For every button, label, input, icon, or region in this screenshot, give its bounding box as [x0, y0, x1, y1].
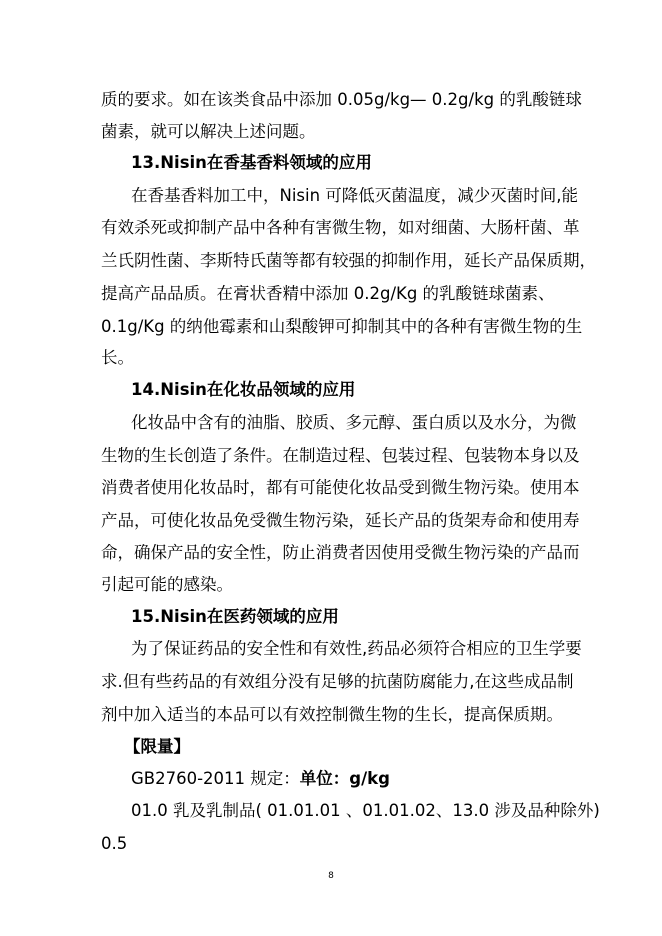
paragraph-line: 提高产品品质。在膏状香精中添加 0.2g/Kg 的乳酸链球菌素、 [101, 284, 555, 303]
paragraph-line: 求.但有些药品的有效组分没有足够的抗菌防腐能力,在这些成品制 [101, 672, 574, 691]
paragraph-line: 消费者使用化妆品时，都有可能使化妆品受到微生物污染。使用本 [101, 478, 580, 497]
page-number: 8 [328, 871, 334, 881]
category-line: 01.0 乳及乳制品( 01.01.01 、01.01.02、13.0 涉及品种除外) [131, 801, 600, 820]
standard-line [131, 768, 390, 790]
paragraph-line: 化妆品中含有的油脂、胶质、多元醇、蛋白质以及水分，为微 [131, 413, 577, 432]
section-heading-13: 13.Nisin在香基香料领域的应用 [131, 153, 372, 172]
paragraph-line: 在香基香料加工中，Nisin 可降低灭菌温度，减少灭菌时间,能 [131, 186, 579, 205]
paragraph-line: 菌素，就可以解决上述问题。 [101, 122, 316, 141]
unit-label: 单位：g/kg [299, 769, 390, 788]
paragraph-line: 命，确保产品的安全性，防止消费者因使用受微生物污染的产品而 [101, 543, 580, 562]
paragraph-line: 生物的生长创造了条件。在制造过程、包装过程、包装物本身以及 [101, 446, 580, 465]
paragraph-line: 长。 [101, 348, 134, 367]
paragraph-line: 为了保证药品的安全性和有效性,药品必须符合相应的卫生学要 [131, 639, 582, 658]
paragraph-line: 0.1g/Kg 的纳他霉素和山梨酸钾可抑制其中的各种有害微生物的生 [101, 317, 583, 336]
paragraph-line: 产品，可使化妆品免受微生物污染，延长产品的货架寿命和使用寿 [101, 511, 580, 530]
paragraph-line: 质的要求。如在该类食品中添加 0.05g/kg— 0.2g/kg 的乳酸链球 [101, 90, 582, 109]
section-heading-14: 14.Nisin在化妆品领域的应用 [131, 380, 356, 399]
section-heading-15: 15.Nisin在医药领域的应用 [131, 607, 339, 626]
limits-heading: 【限量】 [124, 737, 190, 756]
paragraph-line: 兰氏阴性菌、李斯特氏菌等都有较强的抑制作用，延长产品保质期， [101, 251, 596, 270]
standard-reference: GB2760-2011 规定： [131, 769, 300, 788]
paragraph-line: 剂中加入适当的本品可以有效控制微生物的生长，提高保质期。 [101, 705, 563, 724]
paragraph-line: 有效杀死或抑制产品中各种有害微生物，如对细菌、大肠杆菌、革 [101, 218, 580, 237]
limit-value: 0.5 [101, 834, 128, 853]
paragraph-line: 引起可能的感染。 [101, 575, 233, 594]
